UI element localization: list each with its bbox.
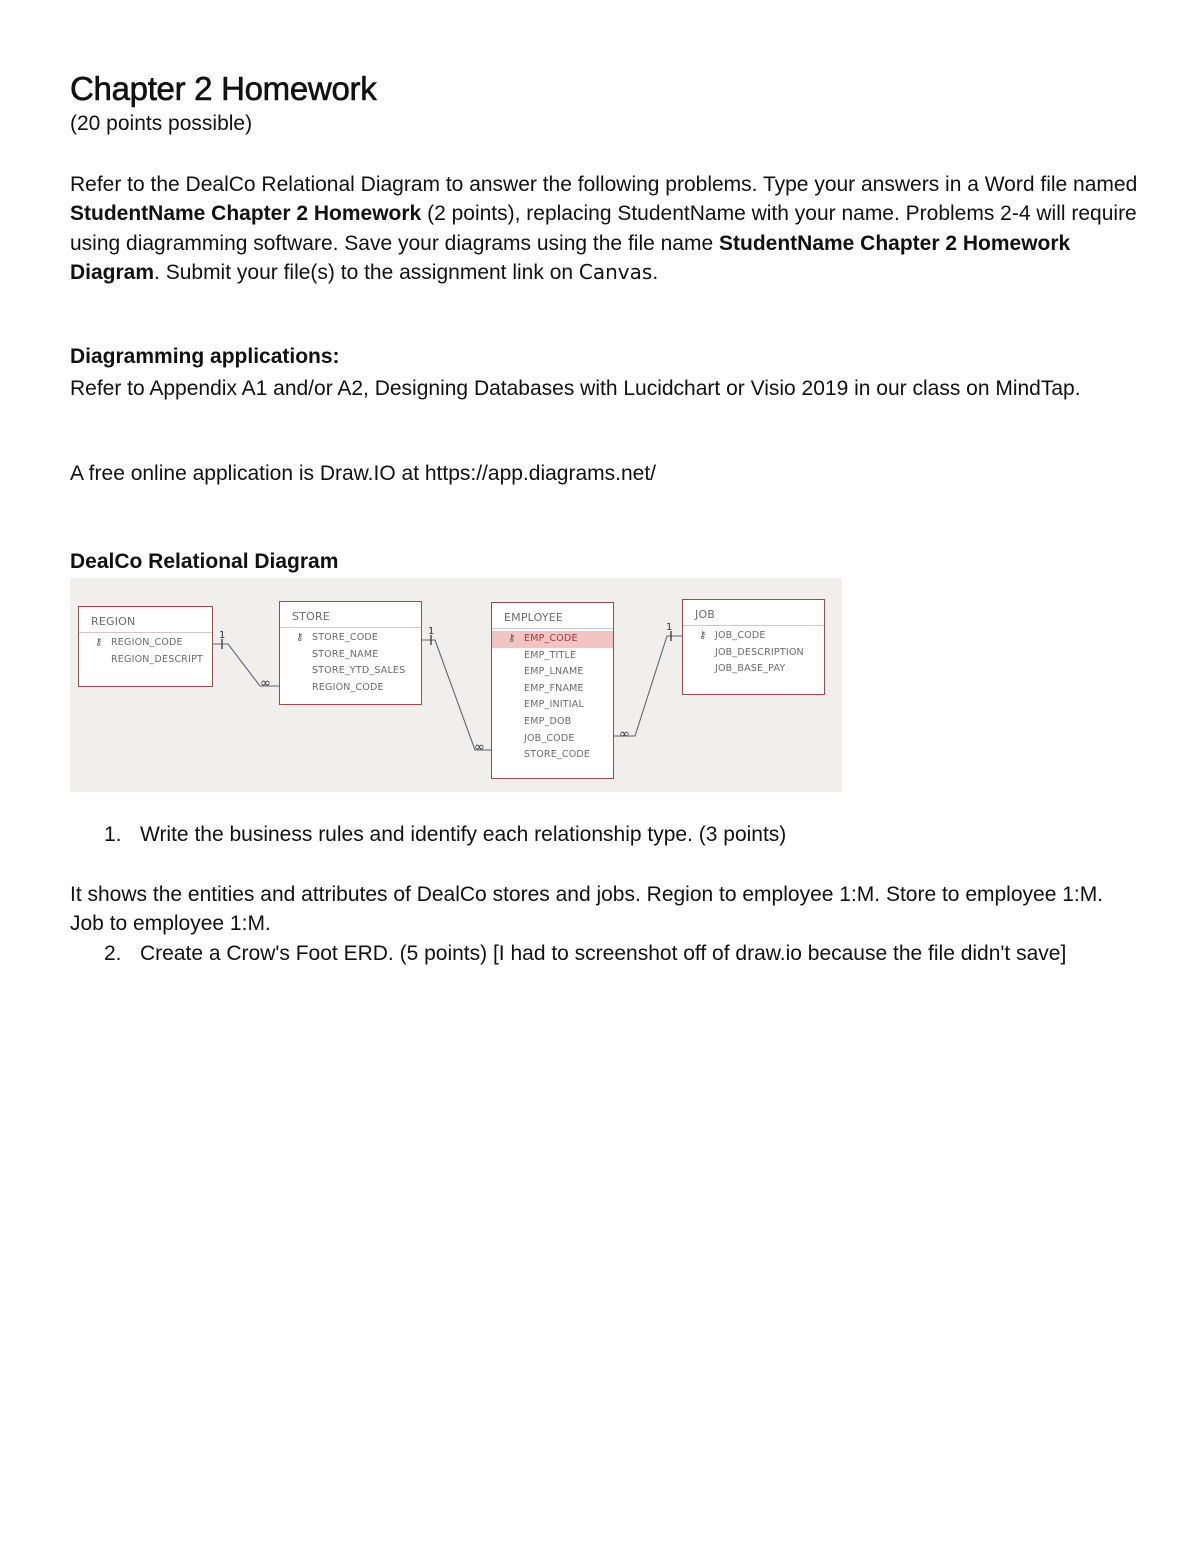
relationship-lines <box>70 578 842 792</box>
intro-bold-diagram-filename: StudentName Chapter 2 Homework Diagram <box>70 231 1071 285</box>
question-2 <box>70 939 1140 968</box>
job-attr-job-description: JOB_DESCRIPTION <box>715 646 804 658</box>
diagram-heading: DealCo Relational Diagram <box>70 550 339 573</box>
intro-text-4: . <box>652 261 659 285</box>
region-table-name: REGION <box>91 615 136 628</box>
region-attr-region-descript: REGION_DESCRIPT <box>111 653 204 665</box>
store-attr-store-ytd-sales: STORE_YTD_SALES <box>312 665 406 677</box>
job-one-label: 1 <box>666 622 673 633</box>
employee-attr-emp-dob: EMP_DOB <box>524 715 572 727</box>
store-many-label: ∞ <box>260 676 271 691</box>
employee-attr-emp-title: EMP_TITLE <box>524 649 577 661</box>
question-list <box>70 820 1140 849</box>
job-attr-job-base-pay: JOB_BASE_PAY <box>715 663 786 675</box>
region-attr-region-code: ⚷ REGION_CODE <box>79 635 212 652</box>
apps-heading: Diagramming applications: <box>70 345 340 368</box>
job-attr-job-code: ⚷ JOB_CODE <box>683 628 824 645</box>
points-note: (20 points possible) <box>70 112 253 135</box>
employee-many-label-job: ∞ <box>619 727 630 742</box>
question-1 <box>70 820 1140 849</box>
relational-diagram <box>70 578 842 792</box>
store-attr-store-code: ⚷ STORE_CODE <box>280 630 421 647</box>
store-employee-relationship-line <box>421 640 491 750</box>
free-app-text: A free online application is Draw.IO at https://app.diagrams.net/ <box>70 462 656 485</box>
page-title: Chapter 2 Homework <box>70 70 377 107</box>
apps-text: Refer to Appendix A1 and/or A2, Designing Databases with Lucidchart or Visio 2019 in our class on MindTap. <box>70 377 1081 400</box>
employee-attr-emp-lname: EMP_LNAME <box>524 666 584 678</box>
question-1-number: 1. <box>104 823 122 846</box>
employee-attr-job-code: JOB_CODE <box>524 732 575 744</box>
employee-many-label-store: ∞ <box>474 740 485 755</box>
store-attr-store-name: STORE_NAME <box>312 648 379 660</box>
intro-paragraph <box>70 170 1140 288</box>
employee-table-name: EMPLOYEE <box>504 611 564 624</box>
store-one-label: 1 <box>428 626 435 637</box>
answer-1: It shows the entities and attributes of DealCo stores and jobs. Region to employee 1:M. Store to employee 1:M. Job to employee 1:M. <box>70 883 1104 936</box>
canvas-word: Canvas <box>578 260 653 285</box>
employee-attr-emp-initial: EMP_INITIAL <box>524 699 584 711</box>
region-one-label: 1 <box>219 630 226 641</box>
job-table-name: JOB <box>695 608 716 621</box>
intro-text-3: . Submit your file(s) to the assignment link on <box>154 261 579 285</box>
employee-attr-emp-code: ⚷ EMP_CODE <box>492 631 613 648</box>
employee-attr-emp-fname: EMP_FNAME <box>524 682 584 694</box>
question-2-number: 2. <box>104 942 122 965</box>
intro-text-1: Refer to the DealCo Relational Diagram to answer the following problems. Type your answers in a Word file named <box>70 173 1138 196</box>
intro-bold-filename: StudentName Chapter 2 Homework <box>70 202 422 226</box>
question-2-text: Create a Crow's Foot ERD. (5 points) [I had to screenshot off of draw.io because the file didn't save] <box>140 942 1067 965</box>
store-attr-region-code: REGION_CODE <box>312 681 384 693</box>
employee-attr-store-code: STORE_CODE <box>524 749 591 761</box>
intro-text-2: (2 points), replacing StudentName with your name. Problems 2-4 will require using diagramming software. Save your diagrams using the file name <box>70 202 1137 255</box>
question-1-text: Write the business rules and identify each relationship type. (3 points) <box>140 823 787 846</box>
job-employee-relationship-line <box>613 636 682 736</box>
store-table-name: STORE <box>292 610 330 623</box>
